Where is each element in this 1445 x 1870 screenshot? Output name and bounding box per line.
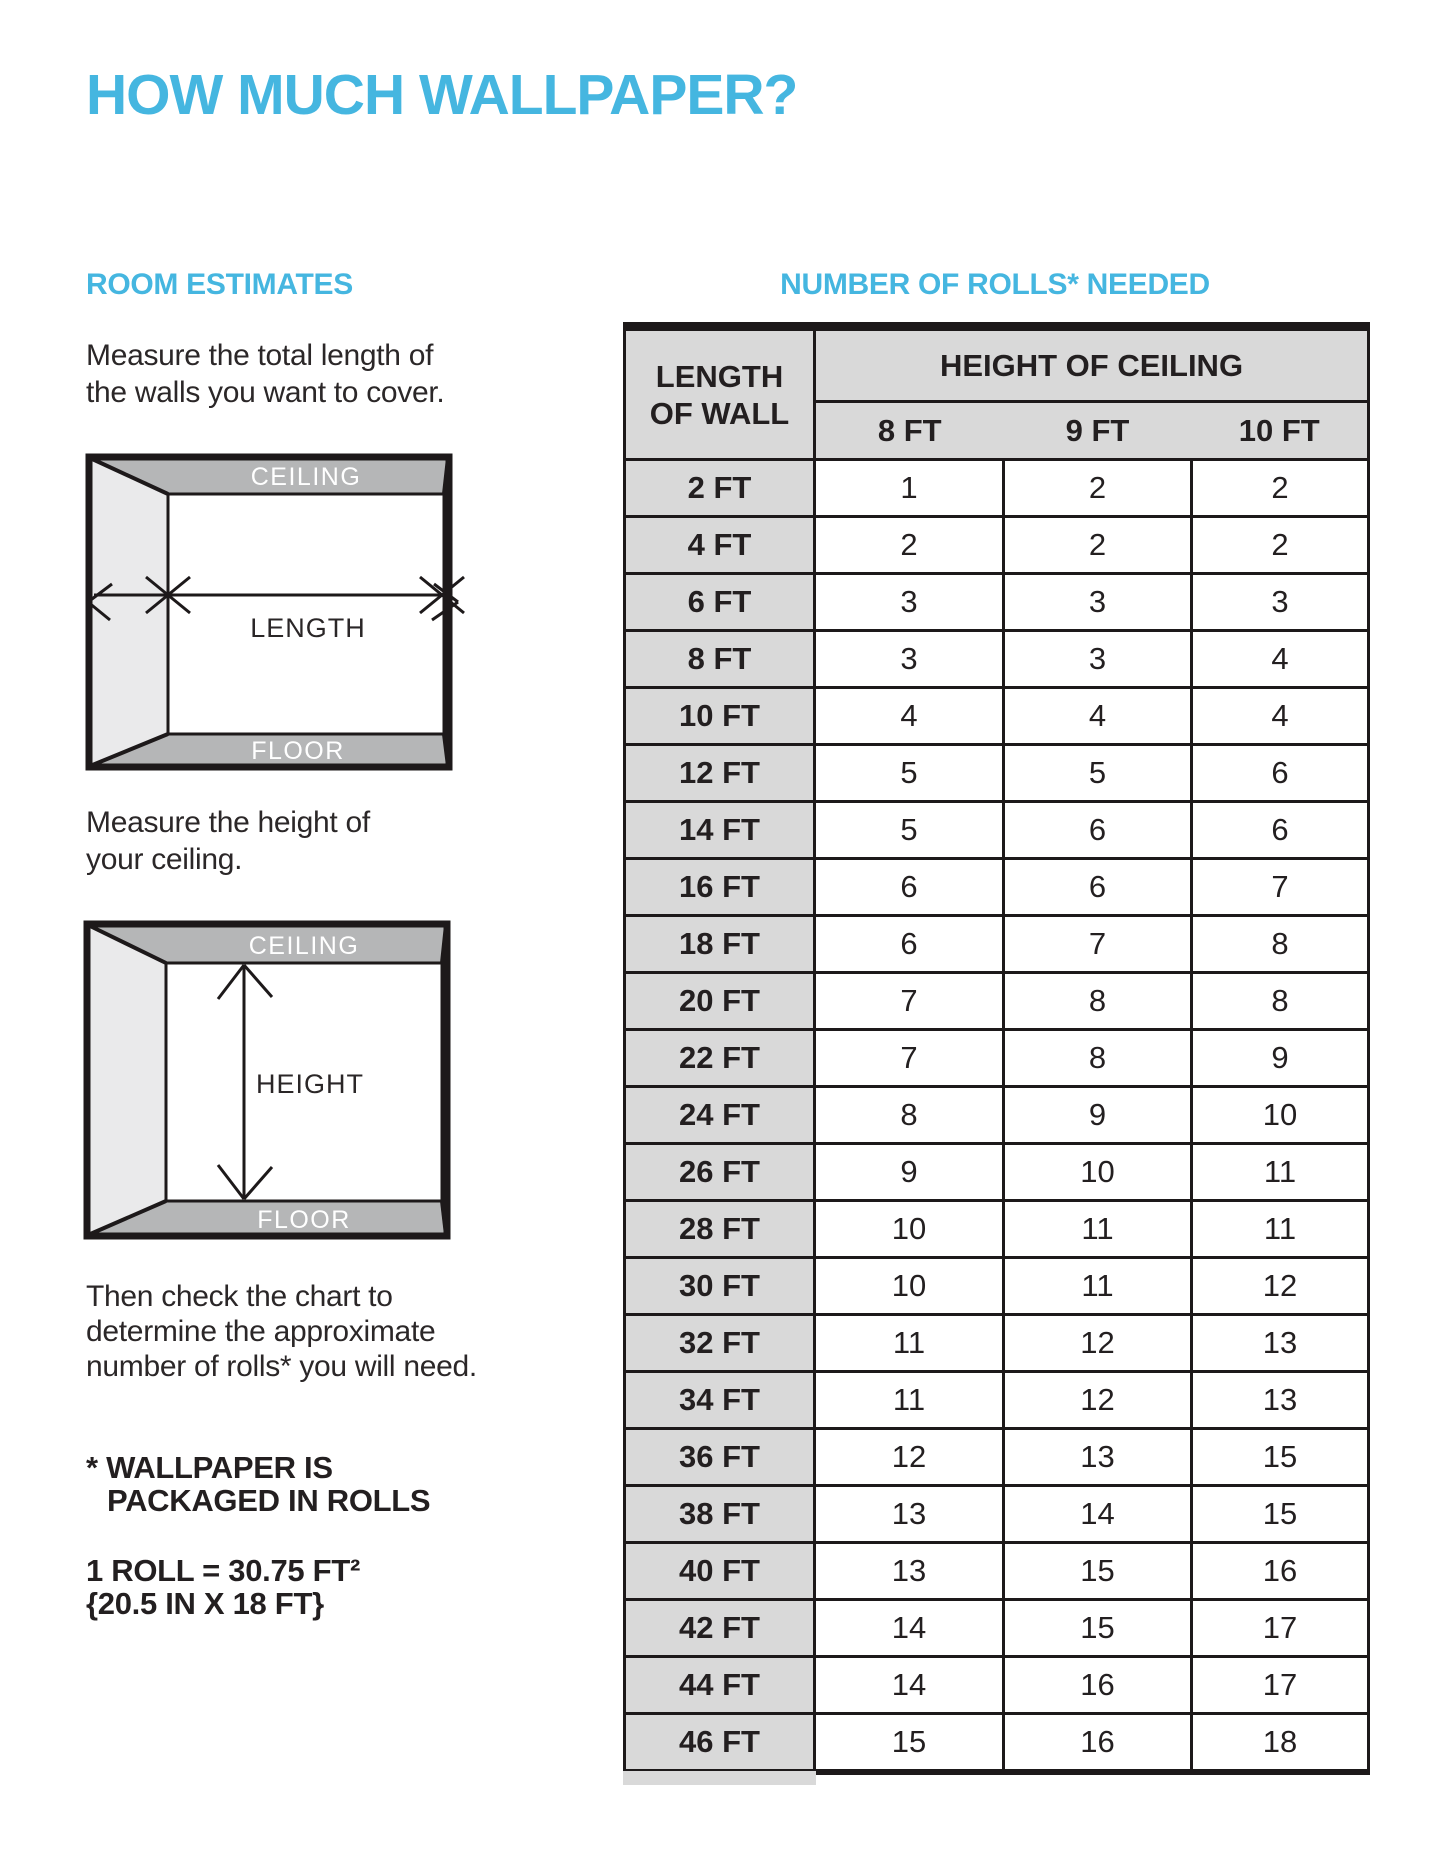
wall-length-label: 28 FT xyxy=(625,1201,815,1258)
step2-text xyxy=(86,804,370,878)
roll-count-cell: 3 xyxy=(1004,574,1192,631)
table-row xyxy=(625,802,1369,859)
roll-count-cell: 6 xyxy=(1004,802,1192,859)
roll-count-cell: 14 xyxy=(815,1600,1004,1657)
roll-count-cell: 2 xyxy=(815,517,1004,574)
roll-count-cell: 10 xyxy=(815,1201,1004,1258)
table-row xyxy=(625,1600,1369,1657)
roll-count-cell: 11 xyxy=(815,1372,1004,1429)
roll-count-cell: 16 xyxy=(1004,1714,1192,1773)
wall-length-label: 42 FT xyxy=(625,1600,815,1657)
table-row xyxy=(625,1657,1369,1714)
col-header-10ft: 10 FT xyxy=(1192,402,1369,460)
wall-length-label: 4 FT xyxy=(625,517,815,574)
roll-size-info xyxy=(86,1554,360,1620)
table-row xyxy=(625,460,1369,517)
ceiling-label: CEILING xyxy=(250,463,362,491)
col-header-9ft: 9 FT xyxy=(1004,402,1192,460)
roll-count-cell: 10 xyxy=(1192,1087,1369,1144)
roll-count-cell: 13 xyxy=(1004,1429,1192,1486)
roll-count-cell: 15 xyxy=(1192,1429,1369,1486)
table-row xyxy=(625,1258,1369,1315)
roll-count-cell: 16 xyxy=(1004,1657,1192,1714)
table-row xyxy=(625,517,1369,574)
wall-length-label: 8 FT xyxy=(625,631,815,688)
roll-count-cell: 2 xyxy=(1192,460,1369,517)
height-of-ceiling-header: HEIGHT OF CEILING xyxy=(815,327,1369,402)
roll-count-cell: 12 xyxy=(1004,1372,1192,1429)
roll-count-cell: 6 xyxy=(1004,859,1192,916)
table-row xyxy=(625,1429,1369,1486)
wall-length-label: 24 FT xyxy=(625,1087,815,1144)
wall-length-label: 12 FT xyxy=(625,745,815,802)
roll-count-cell: 7 xyxy=(815,1030,1004,1087)
footnote-line1: * WALLPAPER IS xyxy=(86,1450,333,1485)
roll-count-cell: 8 xyxy=(815,1087,1004,1144)
roll-count-cell: 15 xyxy=(1004,1543,1192,1600)
table-row xyxy=(625,1030,1369,1087)
room-estimates-heading: ROOM ESTIMATES xyxy=(86,268,353,301)
wall-length-label: 40 FT xyxy=(625,1543,815,1600)
wall-length-label: 16 FT xyxy=(625,859,815,916)
roll-count-cell: 8 xyxy=(1192,916,1369,973)
wall-length-label: 32 FT xyxy=(625,1315,815,1372)
roll-count-cell: 15 xyxy=(815,1714,1004,1773)
wall-length-label: 38 FT xyxy=(625,1486,815,1543)
rolls-needed-heading: NUMBER OF ROLLS* NEEDED xyxy=(780,268,1210,301)
roll-count-cell: 5 xyxy=(815,745,1004,802)
roll-count-cell: 6 xyxy=(815,859,1004,916)
table-row xyxy=(625,1486,1369,1543)
roll-count-cell: 13 xyxy=(1192,1372,1369,1429)
wall-length-label: 10 FT xyxy=(625,688,815,745)
step3-text xyxy=(86,1279,477,1384)
roll-count-cell: 13 xyxy=(1192,1315,1369,1372)
roll-count-cell: 9 xyxy=(815,1144,1004,1201)
roll-count-cell: 6 xyxy=(1192,745,1369,802)
roll-count-cell: 8 xyxy=(1004,1030,1192,1087)
roll-count-cell: 6 xyxy=(1192,802,1369,859)
wall-length-label: 20 FT xyxy=(625,973,815,1030)
left-wall-face xyxy=(88,925,166,1235)
table-row xyxy=(625,745,1369,802)
table-row xyxy=(625,916,1369,973)
roll-count-cell: 10 xyxy=(815,1258,1004,1315)
roll-count-cell: 15 xyxy=(1192,1486,1369,1543)
roll-count-cell: 2 xyxy=(1004,517,1192,574)
room-length-diagram xyxy=(86,454,452,770)
wall-length-label: 36 FT xyxy=(625,1429,815,1486)
roll-count-cell: 3 xyxy=(815,574,1004,631)
roll-count-cell: 11 xyxy=(1004,1258,1192,1315)
table-row xyxy=(625,1201,1369,1258)
roll-count-cell: 17 xyxy=(1192,1657,1369,1714)
roll-size-line2: {20.5 IN X 18 FT} xyxy=(86,1586,324,1621)
roll-count-cell: 7 xyxy=(815,973,1004,1030)
ceiling-height-diagram xyxy=(84,921,450,1239)
step3-line1: Then check the chart to xyxy=(86,1280,393,1313)
roll-size-line1: 1 ROLL = 30.75 FT² xyxy=(86,1553,360,1588)
step2-line2: your ceiling. xyxy=(86,843,243,876)
floor-label: FLOOR xyxy=(257,1206,351,1234)
roll-count-cell: 11 xyxy=(815,1315,1004,1372)
roll-count-cell: 4 xyxy=(1192,688,1369,745)
wall-length-label: 14 FT xyxy=(625,802,815,859)
step1-line1: Measure the total length of xyxy=(86,339,434,372)
table-row xyxy=(625,574,1369,631)
roll-count-cell: 3 xyxy=(1004,631,1192,688)
roll-count-cell: 18 xyxy=(1192,1714,1369,1773)
roll-count-cell: 14 xyxy=(1004,1486,1192,1543)
roll-count-cell: 14 xyxy=(815,1657,1004,1714)
ceiling-label: CEILING xyxy=(248,932,360,960)
wall-length-label: 26 FT xyxy=(625,1144,815,1201)
roll-count-cell: 9 xyxy=(1192,1030,1369,1087)
table-row xyxy=(625,1714,1369,1773)
wall-length-label: 18 FT xyxy=(625,916,815,973)
roll-count-cell: 12 xyxy=(1192,1258,1369,1315)
step1-line2: the walls you want to cover. xyxy=(86,376,445,409)
table-row xyxy=(625,1372,1369,1429)
wall-length-label: 30 FT xyxy=(625,1258,815,1315)
roll-count-cell: 4 xyxy=(815,688,1004,745)
table-row xyxy=(625,973,1369,1030)
length-of-wall-line2: OF WALL xyxy=(649,395,790,431)
table-row xyxy=(625,859,1369,916)
table-row xyxy=(625,1543,1369,1600)
roll-count-cell: 4 xyxy=(1004,688,1192,745)
table-row xyxy=(625,688,1369,745)
step2-line1: Measure the height of xyxy=(86,806,370,839)
wall-length-label: 6 FT xyxy=(625,574,815,631)
step3-line3: number of rolls* you will need. xyxy=(86,1350,477,1383)
roll-count-cell: 17 xyxy=(1192,1600,1369,1657)
rolls-footnote xyxy=(86,1451,430,1517)
roll-count-cell: 3 xyxy=(1192,574,1369,631)
roll-count-cell: 9 xyxy=(1004,1087,1192,1144)
roll-count-cell: 5 xyxy=(1004,745,1192,802)
table-row xyxy=(625,1315,1369,1372)
roll-count-cell: 11 xyxy=(1004,1201,1192,1258)
roll-count-cell: 15 xyxy=(1004,1600,1192,1657)
wall-length-label: 22 FT xyxy=(625,1030,815,1087)
table-footer-strip xyxy=(623,1771,816,1785)
roll-count-cell: 11 xyxy=(1192,1201,1369,1258)
floor-label: FLOOR xyxy=(251,737,345,765)
roll-count-cell: 6 xyxy=(815,916,1004,973)
roll-count-cell: 8 xyxy=(1192,973,1369,1030)
roll-count-cell: 4 xyxy=(1192,631,1369,688)
roll-count-cell: 13 xyxy=(815,1543,1004,1600)
footnote-line2: PACKAGED IN ROLLS xyxy=(107,1483,431,1518)
roll-count-cell: 3 xyxy=(815,631,1004,688)
roll-count-cell: 12 xyxy=(1004,1315,1192,1372)
wall-length-label: 46 FT xyxy=(625,1714,815,1773)
roll-count-cell: 13 xyxy=(815,1486,1004,1543)
roll-count-cell: 7 xyxy=(1004,916,1192,973)
roll-count-cell: 12 xyxy=(815,1429,1004,1486)
table-row xyxy=(625,1144,1369,1201)
roll-count-cell: 2 xyxy=(1192,517,1369,574)
length-of-wall-line1: LENGTH xyxy=(655,358,784,394)
step1-text xyxy=(86,337,444,411)
table-row xyxy=(625,631,1369,688)
wall-length-label: 34 FT xyxy=(625,1372,815,1429)
wall-length-label: 2 FT xyxy=(625,460,815,517)
length-of-wall-header xyxy=(625,327,815,460)
roll-count-cell: 8 xyxy=(1004,973,1192,1030)
roll-count-cell: 1 xyxy=(815,460,1004,517)
roll-count-cell: 5 xyxy=(815,802,1004,859)
roll-count-cell: 11 xyxy=(1192,1144,1369,1201)
length-label: LENGTH xyxy=(250,613,366,643)
page-title: HOW MUCH WALLPAPER? xyxy=(86,63,798,127)
table-row xyxy=(625,1087,1369,1144)
col-header-8ft: 8 FT xyxy=(815,402,1004,460)
roll-count-cell: 7 xyxy=(1192,859,1369,916)
roll-count-cell: 16 xyxy=(1192,1543,1369,1600)
roll-count-cell: 2 xyxy=(1004,460,1192,517)
roll-count-cell: 10 xyxy=(1004,1144,1192,1201)
rolls-needed-table xyxy=(623,322,1370,1775)
group-header-row xyxy=(625,327,1369,402)
wall-length-label: 44 FT xyxy=(625,1657,815,1714)
step3-line2: determine the approximate xyxy=(86,1315,436,1348)
height-label: HEIGHT xyxy=(255,1069,365,1099)
